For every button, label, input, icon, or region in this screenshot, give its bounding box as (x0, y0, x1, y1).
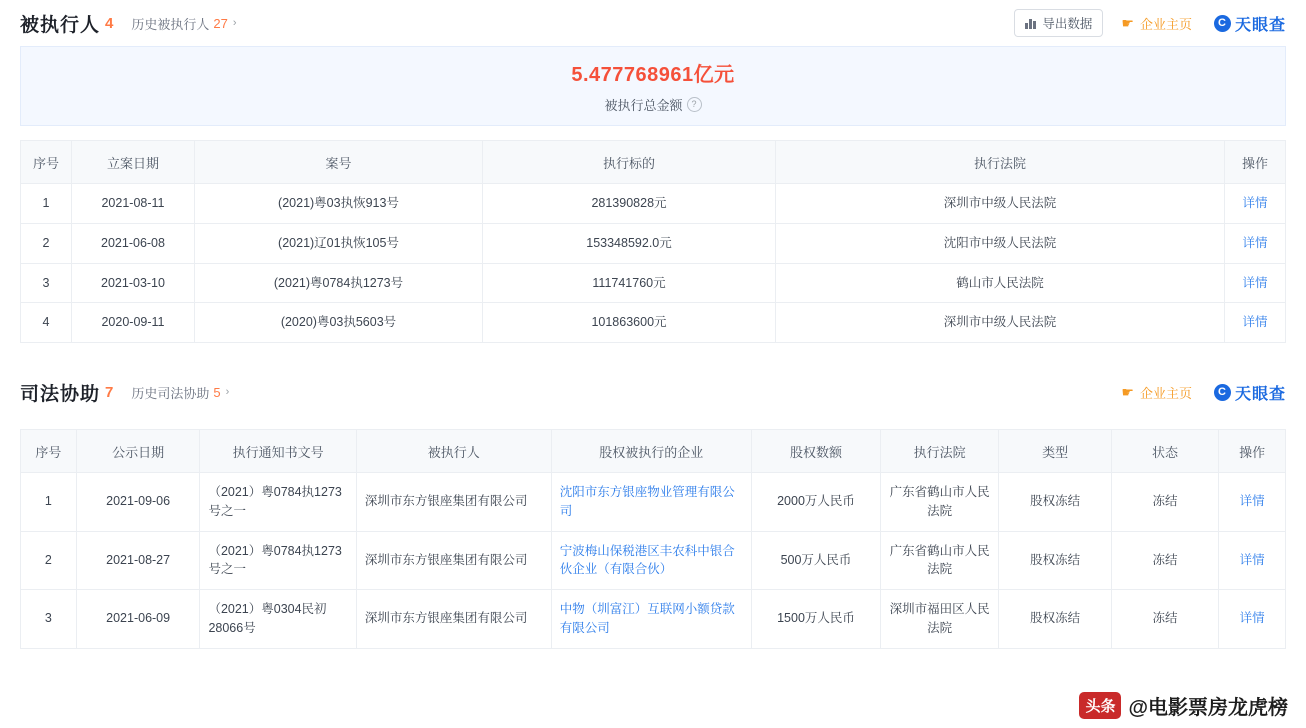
cell-case-no: (2021)粤0784执1273号 (195, 263, 483, 303)
col-court: 执行法院 (776, 141, 1225, 184)
watermark-text: @电影票房龙虎榜 (1128, 697, 1288, 719)
detail-link[interactable]: 详情 (1219, 473, 1286, 532)
detail-link[interactable]: 详情 (1225, 263, 1286, 303)
judicial-assistance-table (20, 429, 1286, 649)
cell-index: 1 (21, 184, 72, 224)
executed-count: 4 (105, 14, 114, 32)
brand-mark-icon-1: C (1214, 15, 1231, 32)
col-court: 执行法院 (881, 430, 999, 473)
cell-equity-company-link[interactable]: 中物（圳富江）互联网小额贷款有限公司 (551, 590, 751, 649)
col-target: 执行标的 (483, 141, 776, 184)
col-publish-date: 公示日期 (76, 430, 200, 473)
cell-type: 股权冻结 (999, 531, 1112, 590)
table-row (21, 263, 1286, 303)
cell-index: 2 (21, 223, 72, 263)
cell-doc-no: （2021）粤0784执1273号之一 (200, 473, 356, 532)
company-homepage-label-2: 企业主页 (1139, 385, 1192, 401)
brand-name-2: 天眼查 (1234, 385, 1286, 403)
page-title: 被执行人 (20, 14, 101, 36)
cell-type: 股权冻结 (999, 590, 1112, 649)
help-icon[interactable]: ? (687, 97, 702, 112)
cell-target: 153348592.0元 (483, 223, 776, 263)
history-executed-count: 27 (213, 15, 228, 31)
col-index: 序号 (21, 430, 77, 473)
cell-equity-amount: 1500万人民币 (751, 590, 880, 649)
cell-publish-date: 2021-09-06 (76, 473, 200, 532)
chevron-right-icon: › (225, 386, 230, 398)
bar-chart-icon (1025, 17, 1037, 29)
col-status: 状态 (1111, 430, 1218, 473)
judicial-count: 7 (105, 383, 114, 401)
brand-logo-1 (1214, 12, 1286, 35)
col-case-no: 案号 (195, 141, 483, 184)
table-row (21, 303, 1286, 343)
cell-case-no: (2020)粤03执5603号 (195, 303, 483, 343)
cell-filing-date: 2021-03-10 (72, 263, 195, 303)
cell-equity-company-link[interactable]: 宁波梅山保税港区丰农科中银合伙企业（有限合伙） (551, 531, 751, 590)
col-equity-amount: 股权数额 (751, 430, 880, 473)
pointing-hand-icon: ☛ (1121, 14, 1134, 31)
table-header-row (21, 430, 1286, 473)
col-type: 类型 (999, 430, 1112, 473)
cell-doc-no: （2021）粤0304民初28066号 (200, 590, 356, 649)
export-data-button[interactable] (1014, 9, 1103, 37)
cell-index: 3 (21, 263, 72, 303)
cell-court: 鹤山市人民法院 (776, 263, 1225, 303)
table-row (21, 473, 1286, 532)
cell-executed-person: 深圳市东方银座集团有限公司 (356, 590, 551, 649)
cell-status: 冻结 (1111, 590, 1218, 649)
cell-filing-date: 2021-08-11 (72, 184, 195, 224)
cell-type: 股权冻结 (999, 473, 1112, 532)
cell-equity-amount: 2000万人民币 (751, 473, 880, 532)
cell-target: 101863600元 (483, 303, 776, 343)
total-amount-label: 被执行总金额 (604, 98, 683, 113)
chevron-right-icon: › (232, 17, 237, 29)
cell-court: 深圳市福田区人民法院 (881, 590, 999, 649)
cell-court: 沈阳市中级人民法院 (776, 223, 1225, 263)
judicial-title: 司法协助 (20, 383, 101, 405)
cell-publish-date: 2021-06-09 (76, 590, 200, 649)
cell-court: 深圳市中级人民法院 (776, 303, 1225, 343)
history-judicial-label: 历史司法协助 (131, 385, 210, 401)
cell-index: 3 (21, 590, 77, 649)
col-action: 操作 (1225, 141, 1286, 184)
detail-link[interactable]: 详情 (1219, 531, 1286, 590)
detail-link[interactable]: 详情 (1225, 184, 1286, 224)
cell-target: 111741760元 (483, 263, 776, 303)
section-header-executed (20, 0, 1286, 46)
cell-court: 深圳市中级人民法院 (776, 184, 1225, 224)
history-judicial-link[interactable] (131, 383, 229, 402)
cell-filing-date: 2021-06-08 (72, 223, 195, 263)
cell-publish-date: 2021-08-27 (76, 531, 200, 590)
cell-status: 冻结 (1111, 531, 1218, 590)
company-homepage-link-1[interactable] (1121, 14, 1192, 33)
cell-court: 广东省鹤山市人民法院 (881, 473, 999, 532)
cell-case-no: (2021)粤03执恢913号 (195, 184, 483, 224)
detail-link[interactable]: 详情 (1225, 223, 1286, 263)
brand-name-1: 天眼查 (1234, 16, 1286, 34)
cell-executed-person: 深圳市东方银座集团有限公司 (356, 473, 551, 532)
cell-target: 281390828元 (483, 184, 776, 224)
table-row (21, 590, 1286, 649)
history-judicial-count: 5 (213, 384, 221, 400)
brand-mark-icon-2: C (1214, 384, 1231, 401)
executed-persons-table (20, 140, 1286, 343)
history-executed-label: 历史被执行人 (131, 16, 210, 32)
cell-court: 广东省鹤山市人民法院 (881, 531, 999, 590)
watermark-logo: 头条 (1079, 692, 1121, 719)
cell-index: 1 (21, 473, 77, 532)
col-doc-no: 执行通知书文号 (200, 430, 356, 473)
cell-doc-no: （2021）粤0784执1273号之一 (200, 531, 356, 590)
brand-logo-2 (1214, 381, 1286, 404)
history-executed-link[interactable] (131, 14, 236, 33)
cell-index: 2 (21, 531, 77, 590)
export-data-label: 导出数据 (1042, 17, 1093, 31)
col-equity-company: 股权被执行的企业 (551, 430, 751, 473)
col-filing-date: 立案日期 (72, 141, 195, 184)
total-amount-banner (20, 46, 1286, 126)
col-index: 序号 (21, 141, 72, 184)
cell-status: 冻结 (1111, 473, 1218, 532)
section-header-judicial (20, 369, 1286, 415)
company-homepage-link-2[interactable] (1121, 383, 1192, 402)
cell-filing-date: 2020-09-11 (72, 303, 195, 343)
total-amount-label-row (604, 95, 701, 114)
cell-executed-person: 深圳市东方银座集团有限公司 (356, 531, 551, 590)
table-row (21, 531, 1286, 590)
table-header-row (21, 141, 1286, 184)
cell-index: 4 (21, 303, 72, 343)
table-row (21, 184, 1286, 224)
table-row (21, 223, 1286, 263)
detail-link[interactable]: 详情 (1219, 590, 1286, 649)
col-executed-person: 被执行人 (356, 430, 551, 473)
total-amount-value: 5.477768961亿元 (571, 64, 735, 86)
watermark (1079, 691, 1288, 720)
detail-link[interactable]: 详情 (1225, 303, 1286, 343)
cell-equity-company-link[interactable]: 沈阳市东方银座物业管理有限公司 (551, 473, 751, 532)
col-action: 操作 (1219, 430, 1286, 473)
cell-case-no: (2021)辽01执恢105号 (195, 223, 483, 263)
cell-equity-amount: 500万人民币 (751, 531, 880, 590)
pointing-hand-icon: ☛ (1121, 383, 1134, 400)
company-homepage-label-1: 企业主页 (1139, 16, 1192, 32)
